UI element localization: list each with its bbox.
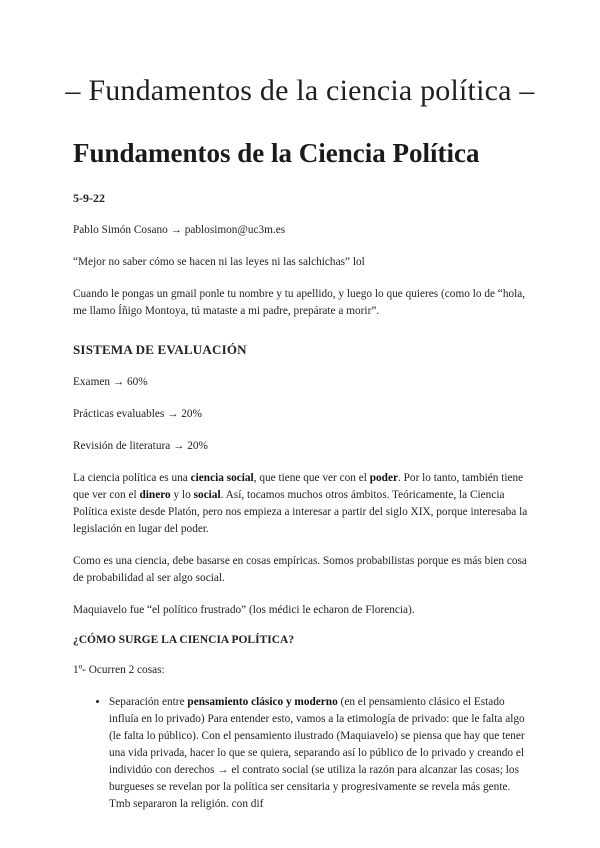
main-heading: Fundamentos de la Ciencia Política [73, 138, 480, 168]
bold-term: poder [369, 472, 398, 484]
text-span: . Por lo tanto, también tiene que ver con el [73, 472, 524, 501]
author-line: Pablo Simón Cosano → pablosimon@uc3m.es [73, 224, 286, 236]
bold-term: social [193, 489, 221, 501]
evaluation-item-exam: Examen → 60% [73, 376, 148, 388]
date-heading: 5-9-22 [73, 191, 105, 205]
origin-list [73, 694, 531, 813]
text-span: y lo [170, 489, 194, 501]
bold-term: ciencia social [190, 472, 254, 484]
paragraph-political-science [73, 470, 531, 538]
bold-term: dinero [139, 489, 171, 501]
gmail-note: Cuando le pongas un gmail ponle tu nombre y tu apellido, y luego lo que quieres (como lo de “hola, me llamo Íñigo Montoya, tú mataste a mi padre, prepárate a morir”. [73, 288, 526, 317]
evaluation-heading: SISTEMA DE EVALUACIÓN [73, 342, 247, 357]
bold-term: pensamiento clásico y moderno [187, 696, 338, 708]
evaluation-item-literature: Revisión de literatura → 20% [73, 440, 208, 452]
paragraph-empirical: Como es una ciencia, debe basarse en cosas empíricas. Somos probabilistas porque es más bien cosa de probabilidad al ser algo social. [73, 555, 527, 584]
paragraph-machiavelli: Maquiavelo fue “el político frustrado” (los médici le echaron de Florencia). [73, 604, 415, 616]
text-span: La ciencia política es una [73, 472, 191, 484]
text-span: Separación entre [109, 696, 188, 708]
origin-heading: ¿CÓMO SURGE LA CIENCIA POLÍTICA? [73, 634, 295, 646]
evaluation-item-practices: Prácticas evaluables → 20% [73, 408, 202, 420]
text-span: . Así, tocamos muchos otros ámbitos. Teóricamente, la Ciencia Política existe desde Platón, pero nos empieza a interesar a partir del siglo XIX, porque interesaba la legislación en lugar del poder. [73, 489, 528, 535]
text-span: , que tiene que ver con el [253, 472, 370, 484]
document-title: – Fundamentos de la ciencia política – [65, 74, 535, 107]
text-span: (en el pensamiento clásico el Estado influía en lo privado) Para entender esto, vamos a la etimología de privado: que le falta algo (le falta lo público). Con el pensamiento ilustrado (Maquiavelo) se piensa que hay que tener una vida privada, hacer lo que se quiera, separando así lo público de lo privado y creando el individúo con derechos → el contrato social (se utiliza la razón para alcanzar las cosas; los burgueses se revelan por la política ser censitaria y progresivamente se revela más gente. Tmb separaron la religión. con dif [109, 696, 525, 810]
document-body [73, 138, 531, 813]
origin-intro: 1º- Ocurren 2 cosas: [73, 664, 165, 676]
list-item [109, 694, 531, 813]
quote-line: “Mejor no saber cómo se hacen ni las leyes ni las salchichas” lol [73, 256, 365, 268]
